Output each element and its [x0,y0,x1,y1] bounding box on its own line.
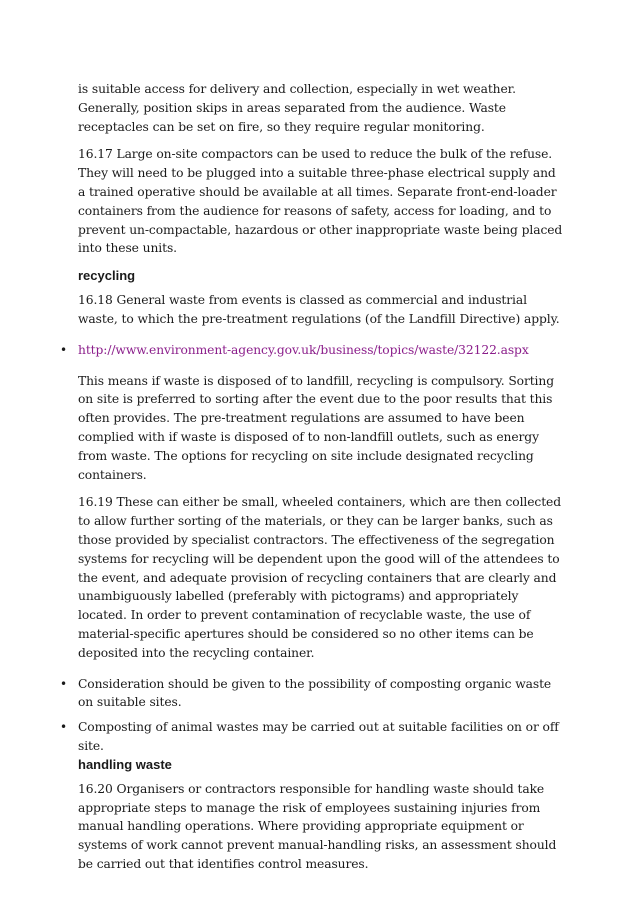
document-page [60,80,564,874]
link-list-item [60,341,564,360]
list-item-composting-organic [60,675,564,713]
paragraph-16-17: 16.17 Large on-site compactors can be used to reduce the bulk of the refuse. They will need to be plugged into a suitable three-phase electrical supply and a trained operative should be available at all times. Separate front-end-loader containers from the audience for reasons of safety, access for loading, and to prevent un-compactable, hazardous or other inappropriate waste being placed into these units. [78,147,563,256]
heading-handling-waste: handling waste [78,756,172,772]
bullet-icon: • [60,720,67,735]
bullet-icon: • [60,676,67,691]
paragraph-landfill: This means if waste is disposed of to landfill, recycling is compulsory. Sorting on site is preferred to sorting after the event due to the poor results that this often provides. The pre-treatment regulations are assumed to have been complied with if waste is disposed of to non-landfill outlets, such as energy from waste. The options for recycling on site include designated recycling containers. [78,373,554,482]
bullet-icon: • [60,342,67,357]
heading-recycling: recycling [78,268,136,284]
bullet-text: Composting of animal wastes may be carried out at suitable facilities on or off site. [78,720,559,753]
paragraph-16-20: 16.20 Organisers or contractors responsible for handling waste should take appropriate steps to manage the risk of employees sustaining injuries from manual handling operations. Where providing appropriate equipment or systems of work cannot prevent manual-handling risks, an assessment should be carried out that identifies control measures. [78,781,557,871]
bullet-text: Consideration should be given to the possibility of composting organic waste on suitable sites. [78,676,552,710]
environment-agency-link[interactable]: http://www.environment-agency.gov.uk/business/topics/waste/32122.aspx [78,342,529,357]
paragraph-skips: is suitable access for delivery and collection, especially in wet weather. Generally, position skips in areas separated from the audience. Waste receptacles can be set on fire, so they require regular monitoring. [78,82,516,134]
paragraph-16-18: 16.18 General waste from events is classed as commercial and industrial waste, to which the pre-treatment regulations (of the Landfill Directive) apply. [78,293,560,326]
paragraph-16-19: 16.19 These can either be small, wheeled containers, which are then collected to allow further sorting of the materials, or they can be larger banks, such as those provided by specialist contractors. The effectiveness of the segregation systems for recycling will be dependent upon the good will of the attendees to the event, and adequate provision of recycling containers that are clearly and unambiguously labelled (preferably with pictograms) and appropriately located. In order to prevent contamination of recyclable waste, the use of material-specific apertures should be considered so no other items can be deposited into the recycling container. [78,495,562,660]
list-item-composting-animal [60,718,564,756]
